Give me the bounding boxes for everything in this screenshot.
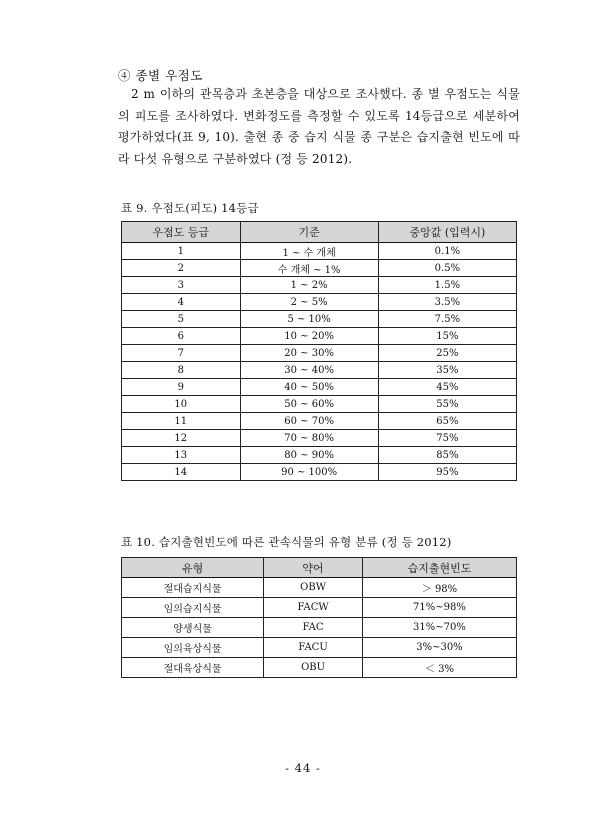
type-cell: 임의육상식물 xyxy=(122,638,264,658)
median-cell: 35% xyxy=(378,362,516,379)
column-header-criterion: 기준 xyxy=(240,222,378,243)
table-row xyxy=(122,260,517,277)
table-row xyxy=(122,618,517,638)
table-row xyxy=(122,345,517,362)
grade-cell: 12 xyxy=(122,430,241,447)
table-row xyxy=(122,379,517,396)
criterion-cell: 60 ~ 70% xyxy=(240,413,378,430)
abbreviation-cell: OBW xyxy=(264,578,363,598)
grade-cell: 13 xyxy=(122,447,241,464)
table-row xyxy=(122,243,517,260)
criterion-cell: 70 ~ 80% xyxy=(240,430,378,447)
grade-cell: 14 xyxy=(122,464,241,481)
grade-cell: 1 xyxy=(122,243,241,260)
table-row xyxy=(122,294,517,311)
criterion-cell: 5 ~ 10% xyxy=(240,311,378,328)
table9-caption: 표 9. 우점도(피도) 14등급 xyxy=(121,201,259,215)
dominance-scale-table xyxy=(121,221,517,481)
criterion-cell: 2 ~ 5% xyxy=(240,294,378,311)
grade-cell: 8 xyxy=(122,362,241,379)
column-header-median: 중앙값 (입력시) xyxy=(378,222,516,243)
frequency-cell: ＜ 3% xyxy=(362,658,516,678)
grade-cell: 5 xyxy=(122,311,241,328)
grade-cell: 3 xyxy=(122,277,241,294)
table-row xyxy=(122,658,517,678)
criterion-cell: 1 ~ 2% xyxy=(240,277,378,294)
median-cell: 85% xyxy=(378,447,516,464)
median-cell: 3.5% xyxy=(378,294,516,311)
median-cell: 15% xyxy=(378,328,516,345)
table-row xyxy=(122,447,517,464)
table-row xyxy=(122,578,517,598)
median-cell: 75% xyxy=(378,430,516,447)
criterion-cell: 수 개체 ~ 1% xyxy=(240,260,378,277)
median-cell: 55% xyxy=(378,396,516,413)
table-header-row xyxy=(122,558,517,578)
table-row xyxy=(122,638,517,658)
median-cell: 0.1% xyxy=(378,243,516,260)
criterion-cell: 80 ~ 90% xyxy=(240,447,378,464)
grade-cell: 6 xyxy=(122,328,241,345)
abbreviation-cell: FAC xyxy=(264,618,363,638)
page-number: - 44 - xyxy=(285,761,321,775)
table-row xyxy=(122,413,517,430)
frequency-cell: ＞ 98% xyxy=(362,578,516,598)
grade-cell: 4 xyxy=(122,294,241,311)
wetland-type-table xyxy=(121,557,517,678)
median-cell: 95% xyxy=(378,464,516,481)
section-heading: ④ 종별 우점도 xyxy=(118,68,203,83)
type-cell: 양생식물 xyxy=(122,618,264,638)
body-paragraph: 2 m 이하의 관목층과 초본층을 대상으로 조사했다. 종 별 우점도는 식물의 피도를 조사하였다. 변화정도를 측정할 수 있도록 14등급으로 세분하여 평가하였다(표 9, 10). 출현 종 중 습지 식물 종 구분은 습지출현 빈도에 따라 다섯 유형으로 구분하였다 (정 등 2012). xyxy=(118,87,520,166)
table-row xyxy=(122,396,517,413)
abbreviation-cell: FACW xyxy=(264,598,363,618)
table-row xyxy=(122,430,517,447)
frequency-cell: 71%~98% xyxy=(362,598,516,618)
frequency-cell: 31%~70% xyxy=(362,618,516,638)
table-row xyxy=(122,362,517,379)
median-cell: 45% xyxy=(378,379,516,396)
grade-cell: 2 xyxy=(122,260,241,277)
table-row xyxy=(122,464,517,481)
type-cell: 임의습지식물 xyxy=(122,598,264,618)
criterion-cell: 30 ~ 40% xyxy=(240,362,378,379)
column-header-abbreviation: 약어 xyxy=(264,558,363,578)
column-header-grade: 우점도 등급 xyxy=(122,222,241,243)
criterion-cell: 40 ~ 50% xyxy=(240,379,378,396)
column-header-type: 유형 xyxy=(122,558,264,578)
table-row xyxy=(122,328,517,345)
criterion-cell: 50 ~ 60% xyxy=(240,396,378,413)
criterion-cell: 20 ~ 30% xyxy=(240,345,378,362)
median-cell: 1.5% xyxy=(378,277,516,294)
median-cell: 0.5% xyxy=(378,260,516,277)
type-cell: 절대육상식물 xyxy=(122,658,264,678)
median-cell: 65% xyxy=(378,413,516,430)
column-header-frequency: 습지출현빈도 xyxy=(362,558,516,578)
table-row xyxy=(122,598,517,618)
frequency-cell: 3%~30% xyxy=(362,638,516,658)
grade-cell: 7 xyxy=(122,345,241,362)
criterion-cell: 10 ~ 20% xyxy=(240,328,378,345)
table-row xyxy=(122,311,517,328)
table-row xyxy=(122,277,517,294)
criterion-cell: 1 ~ 수 개체 xyxy=(240,243,378,260)
table10-body xyxy=(122,578,517,678)
grade-cell: 9 xyxy=(122,379,241,396)
table-header-row xyxy=(122,222,517,243)
median-cell: 7.5% xyxy=(378,311,516,328)
table9-body xyxy=(122,243,517,481)
grade-cell: 11 xyxy=(122,413,241,430)
type-cell: 절대습지식물 xyxy=(122,578,264,598)
criterion-cell: 90 ~ 100% xyxy=(240,464,378,481)
abbreviation-cell: OBU xyxy=(264,658,363,678)
median-cell: 25% xyxy=(378,345,516,362)
grade-cell: 10 xyxy=(122,396,241,413)
table10-caption: 표 10. 습지출현빈도에 따른 관속식물의 유형 분류 (정 등 2012) xyxy=(121,535,452,549)
abbreviation-cell: FACU xyxy=(264,638,363,658)
